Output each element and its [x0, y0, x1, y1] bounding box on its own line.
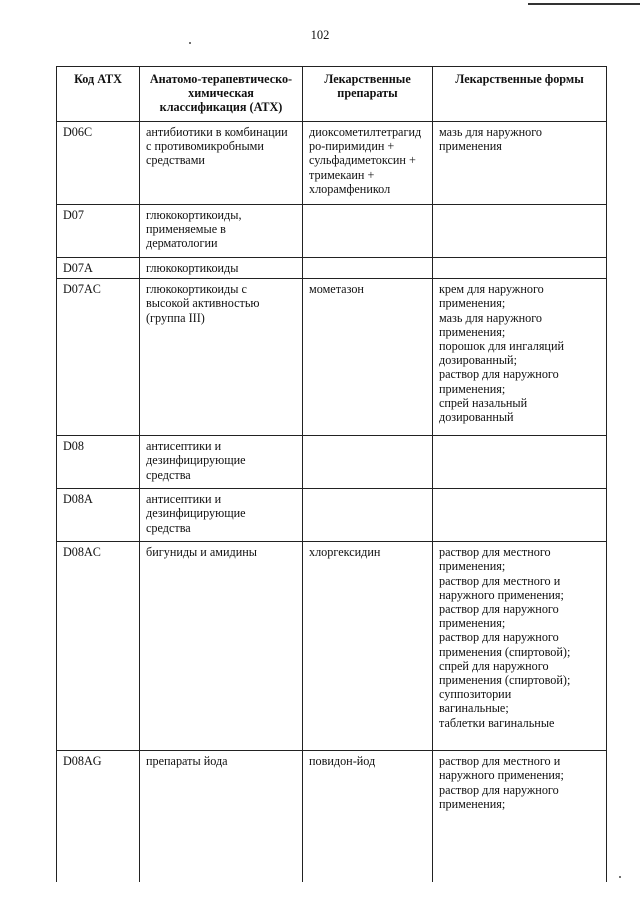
header-drugs: Лекарственные препараты: [303, 67, 433, 122]
atx-classification-table: [56, 66, 607, 882]
cell-drug: [303, 436, 433, 489]
cell-dosage-form: мазь для наружного применения: [433, 122, 607, 205]
cell-classification: глюкокортикоиды, применяемые в дерматологии: [140, 205, 303, 258]
cell-drug: [303, 258, 433, 279]
scan-speck: [619, 876, 621, 878]
cell-drug: диоксометилтетрагид ро-пиримидин + сульфадиметоксин + тримекаин + хлорамфеникол: [303, 122, 433, 205]
table-row: [57, 489, 607, 542]
cell-dosage-form: [433, 436, 607, 489]
header-atx-code: Код АТХ: [57, 67, 140, 122]
table-row: [57, 122, 607, 205]
cell-drug: повидон-йод: [303, 751, 433, 882]
cell-dosage-form: раствор для местного и наружного применения; раствор для наружного применения;: [433, 751, 607, 882]
cell-classification: антисептики и дезинфицирующие средства: [140, 436, 303, 489]
cell-classification: препараты йода: [140, 751, 303, 882]
cell-classification: глюкокортикоиды: [140, 258, 303, 279]
cell-classification: антисептики и дезинфицирующие средства: [140, 489, 303, 542]
table-row: [57, 542, 607, 751]
cell-atx-code: D07: [57, 205, 140, 258]
cell-atx-code: D08AC: [57, 542, 140, 751]
cell-dosage-form: раствор для местного применения; раствор для местного и наружного применения; раствор для наружного применения; раствор для наружного применения (спиртовой); спрей для наружного применения (спиртовой); суппозитории вагинальные; таблетки вагинальные: [433, 542, 607, 751]
cell-dosage-form: [433, 258, 607, 279]
table-row: [57, 751, 607, 882]
cell-dosage-form: крем для наружного применения; мазь для наружного применения; порошок для ингаляций дозированный; раствор для наружного применения; спрей назальный дозированный: [433, 279, 607, 436]
cell-atx-code: D08A: [57, 489, 140, 542]
cell-classification: антибиотики в комбинации с противомикробными средствами: [140, 122, 303, 205]
cell-drug: мометазон: [303, 279, 433, 436]
cell-atx-code: D08: [57, 436, 140, 489]
cell-dosage-form: [433, 489, 607, 542]
table-row: [57, 436, 607, 489]
cell-drug: [303, 489, 433, 542]
cell-atx-code: D07A: [57, 258, 140, 279]
cell-drug: хлоргексидин: [303, 542, 433, 751]
cell-atx-code: D07AC: [57, 279, 140, 436]
table-row: [57, 258, 607, 279]
table-row: [57, 279, 607, 436]
header-dosage-forms: Лекарственные формы: [433, 67, 607, 122]
header-atx-classification: Анатомо-терапевтическо- химическая классификация (АТХ): [140, 67, 303, 122]
cell-classification: бигуниды и амидины: [140, 542, 303, 751]
table-header-row: [57, 67, 607, 122]
page-number: 102: [310, 28, 330, 42]
cell-classification: глюкокортикоиды с высокой активностью (группа III): [140, 279, 303, 436]
scan-top-rule: [528, 3, 640, 5]
cell-dosage-form: [433, 205, 607, 258]
table-row: [57, 205, 607, 258]
cell-atx-code: D06C: [57, 122, 140, 205]
cell-drug: [303, 205, 433, 258]
cell-atx-code: D08AG: [57, 751, 140, 882]
